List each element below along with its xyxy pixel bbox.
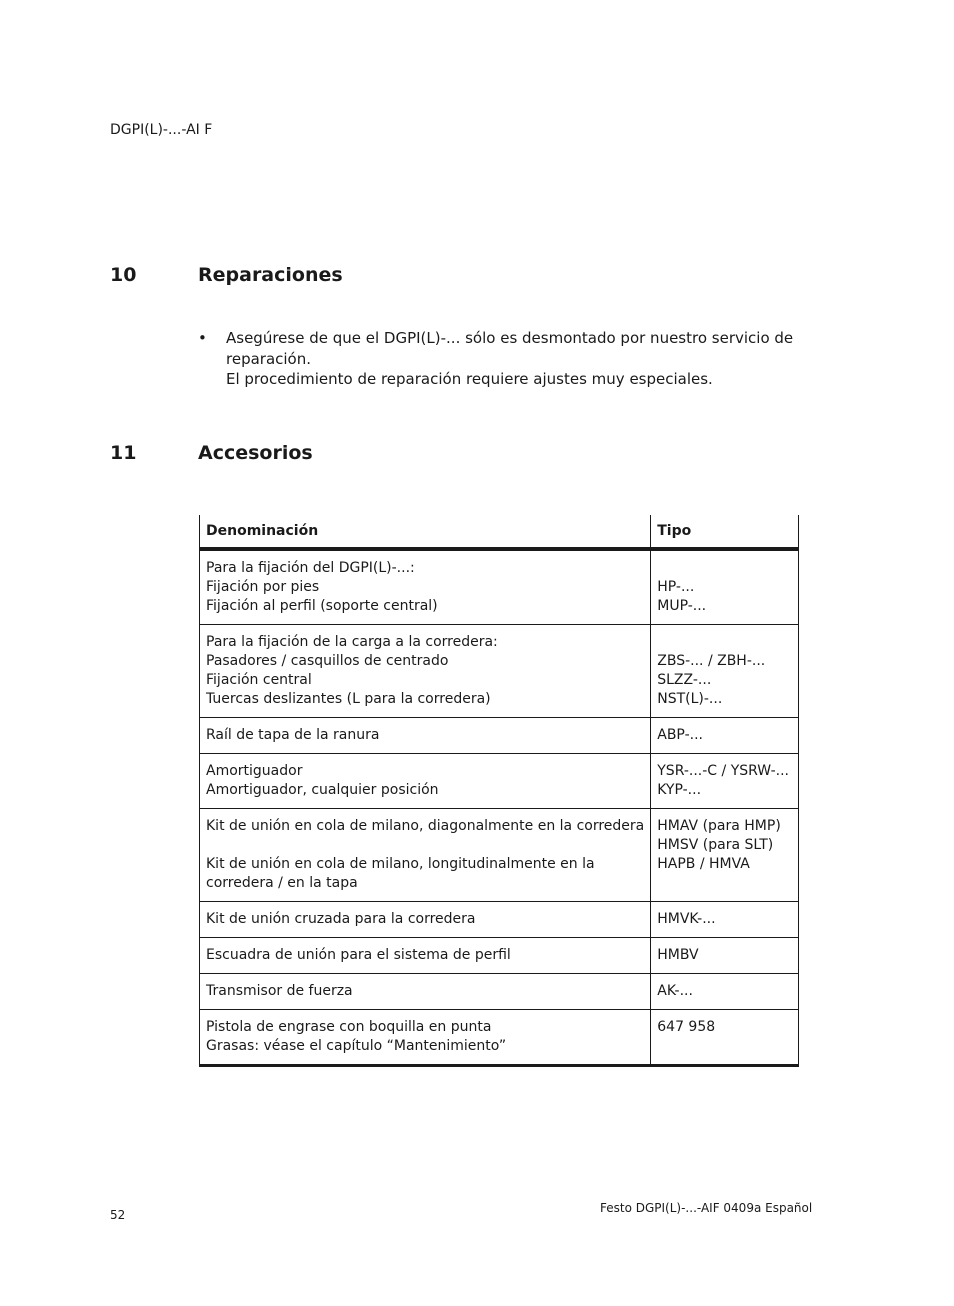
cell-line: Kit de unión en cola de milano, diagonalmente en la corredera [206, 818, 645, 834]
bullet-line: reparación. [226, 349, 312, 368]
cell-line: Raíl de tapa de la ranura [206, 727, 380, 743]
table-row [200, 625, 799, 718]
cell-line: HMSV (para SLT) [657, 837, 774, 853]
section-title-reparaciones: Reparaciones [198, 264, 343, 286]
cell-line: HMBV [657, 947, 699, 963]
cell-line: ZBS-... / ZBH-... [657, 653, 766, 669]
cell-line: KYP-... [657, 782, 702, 798]
table-row [200, 754, 799, 809]
denominacion-cell [200, 809, 651, 902]
tipo-cell [651, 974, 799, 1010]
tipo-cell [651, 754, 799, 809]
cell-line: 647 958 [657, 1019, 716, 1035]
cell-line: Transmisor de fuerza [206, 983, 353, 999]
section-number-reparaciones: 10 [110, 264, 137, 286]
cell-line: Para la fijación de la carga a la corredera: [206, 634, 498, 650]
cell-line: NST(L)-... [657, 691, 723, 707]
cell-line: Pistola de engrase con boquilla en punta [206, 1019, 492, 1035]
bullet-text [226, 328, 798, 390]
cell-line: HP-... [657, 579, 695, 595]
accessories-table [199, 515, 799, 1067]
denominacion-cell [200, 938, 651, 974]
cell-line: Kit de unión cruzada para la corredera [206, 911, 476, 927]
denominacion-cell [200, 625, 651, 718]
denominacion-cell [200, 549, 651, 625]
cell-line: Pasadores / casquillos de centrado [206, 653, 449, 669]
cell-line: Fijación al perfil (soporte central) [206, 598, 438, 614]
tipo-cell [651, 718, 799, 754]
tipo-cell [651, 902, 799, 938]
cell-line: corredera / en la tapa [206, 875, 358, 891]
cell-line: AK-... [657, 983, 693, 999]
bullet-line: El procedimiento de reparación requiere ajustes muy especiales. [226, 370, 713, 388]
cell-line: Grasas: véase el capítulo “Mantenimiento” [206, 1038, 507, 1054]
tipo-cell [651, 1010, 799, 1066]
table-row [200, 938, 799, 974]
table-row [200, 974, 799, 1010]
cell-line: Escuadra de unión para el sistema de perfil [206, 947, 511, 963]
cell-line: MUP-... [657, 598, 707, 614]
tipo-cell [651, 938, 799, 974]
cell-line: ABP-... [657, 727, 703, 743]
tipo-cell [651, 809, 799, 902]
cell-line: Para la fijación del DGPI(L)-...: [206, 560, 415, 576]
table-row [200, 1010, 799, 1066]
tipo-cell [651, 549, 799, 625]
denominacion-cell [200, 902, 651, 938]
column-header-tipo: Tipo [651, 515, 799, 549]
bullet-line: Asegúrese de que el DGPI(L)-... sólo es desmontado por nuestro servicio de [226, 329, 794, 347]
column-header-denominacion: Denominación [200, 515, 651, 549]
cell-line: Amortiguador [206, 763, 303, 779]
bullet-icon: • [198, 329, 207, 347]
document-header: DGPI(L)-...-AI F [110, 122, 213, 138]
table-row [200, 718, 799, 754]
cell-line: Amortiguador, cualquier posición [206, 782, 439, 798]
section-title-accesorios: Accesorios [198, 442, 313, 464]
cell-line: YSR-...-C / YSRW-... [657, 763, 789, 779]
page-number: 52 [110, 1208, 126, 1222]
denominacion-cell [200, 1010, 651, 1066]
reparaciones-bullet [198, 328, 798, 390]
cell-line: Kit de unión en cola de milano, longitudinalmente en la [206, 856, 595, 872]
denominacion-cell [200, 718, 651, 754]
cell-line: SLZZ-... [657, 672, 712, 688]
cell-line: HAPB / HMVA [657, 856, 750, 872]
footer-doc-info: Festo DGPI(L)-...-AIF 0409a Español [600, 1201, 813, 1215]
tipo-cell [651, 625, 799, 718]
table-row [200, 549, 799, 625]
denominacion-cell [200, 974, 651, 1010]
cell-line: HMAV (para HMP) [657, 818, 781, 834]
table-row [200, 809, 799, 902]
table-header-row [200, 515, 799, 549]
cell-line: Fijación central [206, 672, 312, 688]
cell-line: HMVK-... [657, 911, 716, 927]
denominacion-cell [200, 754, 651, 809]
section-number-accesorios: 11 [110, 442, 137, 464]
table-row [200, 902, 799, 938]
cell-line: Tuercas deslizantes (L para la corredera) [206, 691, 491, 707]
cell-line: Fijación por pies [206, 579, 320, 595]
